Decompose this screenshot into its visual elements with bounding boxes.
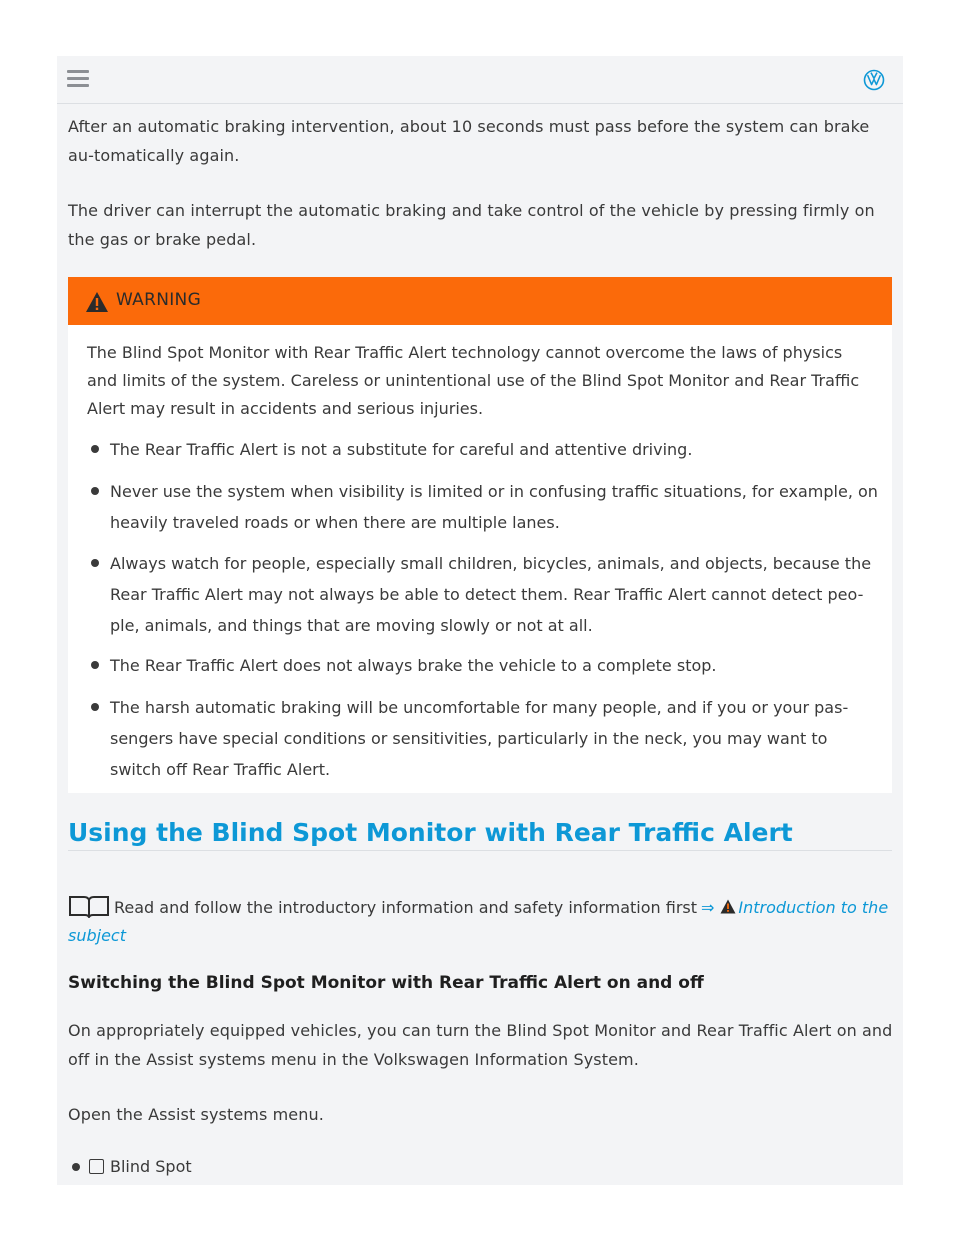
list-item: The Rear Traffic Alert is not a substitute for careful and attentive driving.	[110, 434, 880, 465]
subsection-title: Switching the Blind Spot Monitor with Rear Traffic Alert on and off	[68, 973, 704, 993]
warning-title: WARNING	[116, 290, 202, 310]
list-item: Always watch for people, especially small children, bicycles, animals, and objects, because the Rear Traffic Alert may not always be able to detect them. Rear Traffic Alert cannot detect peo-ple, animals, and things that are moving slowly or not at all.	[110, 548, 880, 641]
bullet-icon	[72, 1163, 80, 1171]
list-item	[89, 1153, 192, 1181]
bullet-icon	[91, 703, 99, 711]
list-item: Never use the system when visibility is limited or in confusing traffic situations, for example, on heavily traveled roads or when there are multiple lanes.	[110, 476, 880, 538]
checkbox-icon[interactable]	[89, 1159, 104, 1174]
paragraph-open-menu: Open the Assist systems menu.	[68, 1105, 324, 1124]
warning-body: The Blind Spot Monitor with Rear Traffic Alert technology cannot overcome the laws of physics and limits of the system. Careless or unintentional use of the Blind Spot Monitor and Rear Traffic Alert may result in accidents and serious injuries.	[87, 343, 860, 418]
bullet-icon	[91, 559, 99, 567]
top-bar	[57, 56, 903, 104]
list-item: The Rear Traffic Alert does not always brake the vehicle to a complete stop.	[110, 650, 880, 681]
intro-text: Read and follow the introductory information and safety information first	[114, 898, 698, 917]
paragraph-braking-interval: After an automatic braking intervention, about 10 seconds must pass before the system can brake au-tomatically again.	[68, 117, 870, 165]
paragraph-driver-interrupt: The driver can interrupt the automatic braking and take control of the vehicle by pressing firmly on the gas or brake pedal.	[68, 201, 875, 249]
bullet-icon	[91, 487, 99, 495]
warning-triangle-icon	[85, 291, 109, 313]
section-divider	[68, 850, 892, 851]
paragraph-assist-systems: On appropriately equipped vehicles, you can turn the Blind Spot Monitor and Rear Traffic Alert on and off in the Assist systems menu in the Volkswagen Information System.	[68, 1021, 893, 1069]
intro-note	[68, 894, 894, 950]
section-title: Using the Blind Spot Monitor with Rear Traffic Alert	[68, 818, 793, 847]
list-item: The harsh automatic braking will be uncomfortable for many people, and if you or your pas-sengers have special conditions or sensitivities, particularly in the neck, you may want to switch off Rear Traffic Alert.	[110, 692, 880, 785]
introduction-link[interactable]: Introduction to the subject	[68, 898, 889, 945]
arrow-icon: ⇒	[701, 898, 715, 917]
book-icon	[68, 894, 110, 918]
hamburger-menu-icon[interactable]	[67, 70, 89, 88]
warning-box	[68, 277, 892, 793]
warning-triangle-icon	[720, 899, 736, 914]
bullet-icon	[91, 661, 99, 669]
manual-page	[57, 56, 903, 1185]
warning-header	[68, 277, 892, 325]
volkswagen-logo-icon[interactable]	[863, 69, 885, 91]
bullet-icon	[91, 445, 99, 453]
list-item-label: Blind Spot	[110, 1157, 192, 1176]
